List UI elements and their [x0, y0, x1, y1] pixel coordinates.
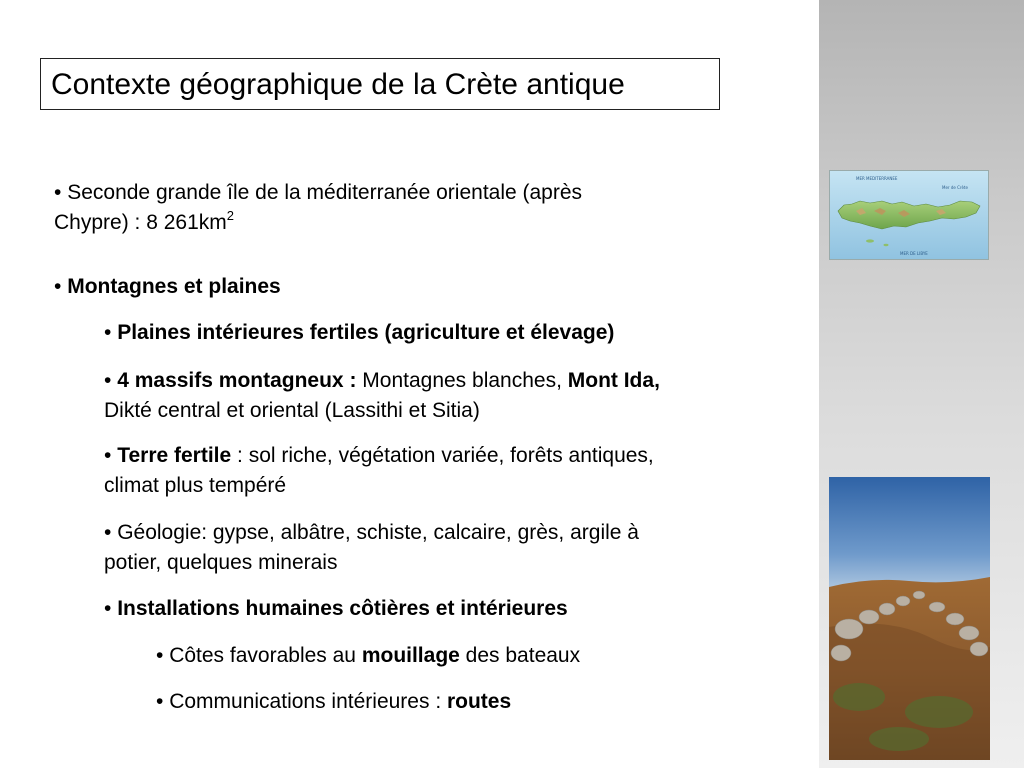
bullet-text: potier, quelques minerais [104, 551, 338, 574]
bullet-text-bold: routes [446, 690, 512, 713]
bullet-settlements [104, 594, 568, 624]
bullet-text: Dikté central et oriental (Lassithi et Sitia) [104, 399, 480, 422]
superscript: 2 [226, 208, 234, 223]
bullet-text: Communications intérieures : [169, 690, 447, 713]
bullet-glyph: • [54, 181, 62, 204]
crete-map-svg [830, 171, 989, 260]
bullet-coasts [156, 641, 580, 671]
bullet-text: Chypre) : 8 261km [54, 211, 227, 234]
bullet-glyph: • [156, 644, 164, 667]
bullet-text: climat plus tempéré [104, 474, 287, 497]
map-label-sea-bottom: MER DE LIBYE [900, 251, 928, 256]
bullet-text-bold: Montagnes et plaines [67, 275, 281, 298]
bullet-text-bold: Plaines intérieures fertiles (agriculture et élevage) [117, 321, 615, 344]
bullet-geology-cont [104, 548, 337, 578]
landscape-photo-svg [829, 477, 990, 760]
map-label-sea-right: Mer de Crète [942, 185, 968, 190]
bullet-text: Côtes favorables au [169, 644, 362, 667]
bullet-glyph: • [104, 369, 112, 392]
bullet-fertile-land-cont [104, 471, 286, 501]
bullet-massifs-cont [104, 396, 480, 426]
bullet-text-bold: 4 massifs montagneux : [117, 369, 357, 392]
bullet-text-bold: mouillage [361, 644, 460, 667]
bullet-plains [104, 318, 614, 348]
bullet-text: Montagnes blanches, [356, 369, 568, 392]
bullet-fertile-land [104, 441, 654, 471]
bullet-glyph: • [104, 444, 112, 467]
crete-map-image [829, 170, 989, 260]
slide-title-text: Contexte géographique de la Crète antique [51, 68, 625, 101]
map-label-sea-top: MER MEDITERRANEE [856, 176, 898, 181]
bullet-text: : sol riche, végétation variée, forêts antiques, [231, 444, 654, 467]
bullet-island-size-cont [54, 208, 234, 238]
bullet-text-bold: Mont Ida, [567, 369, 660, 392]
bullet-massifs [104, 366, 660, 396]
bullet-island-size [54, 178, 582, 208]
bullet-text: Géologie: gypse, albâtre, schiste, calcaire, grès, argile à [117, 521, 639, 544]
bullet-glyph: • [156, 690, 164, 713]
bullet-roads [156, 687, 511, 717]
bullet-glyph: • [104, 597, 112, 620]
bullet-text-bold: Installations humaines côtières et intérieures [117, 597, 568, 620]
bullet-text: des bateaux [459, 644, 581, 667]
slide-title [40, 58, 720, 110]
bullet-glyph: • [104, 321, 112, 344]
bullet-glyph: • [104, 521, 112, 544]
bullet-text: Seconde grande île de la méditerranée orientale (après [67, 181, 583, 204]
bullet-geology [104, 518, 639, 548]
bullet-text-bold: Terre fertile [117, 444, 232, 467]
bullet-mountains-plains [54, 272, 281, 302]
bullet-glyph: • [54, 275, 62, 298]
crete-landscape-photo [829, 477, 990, 760]
